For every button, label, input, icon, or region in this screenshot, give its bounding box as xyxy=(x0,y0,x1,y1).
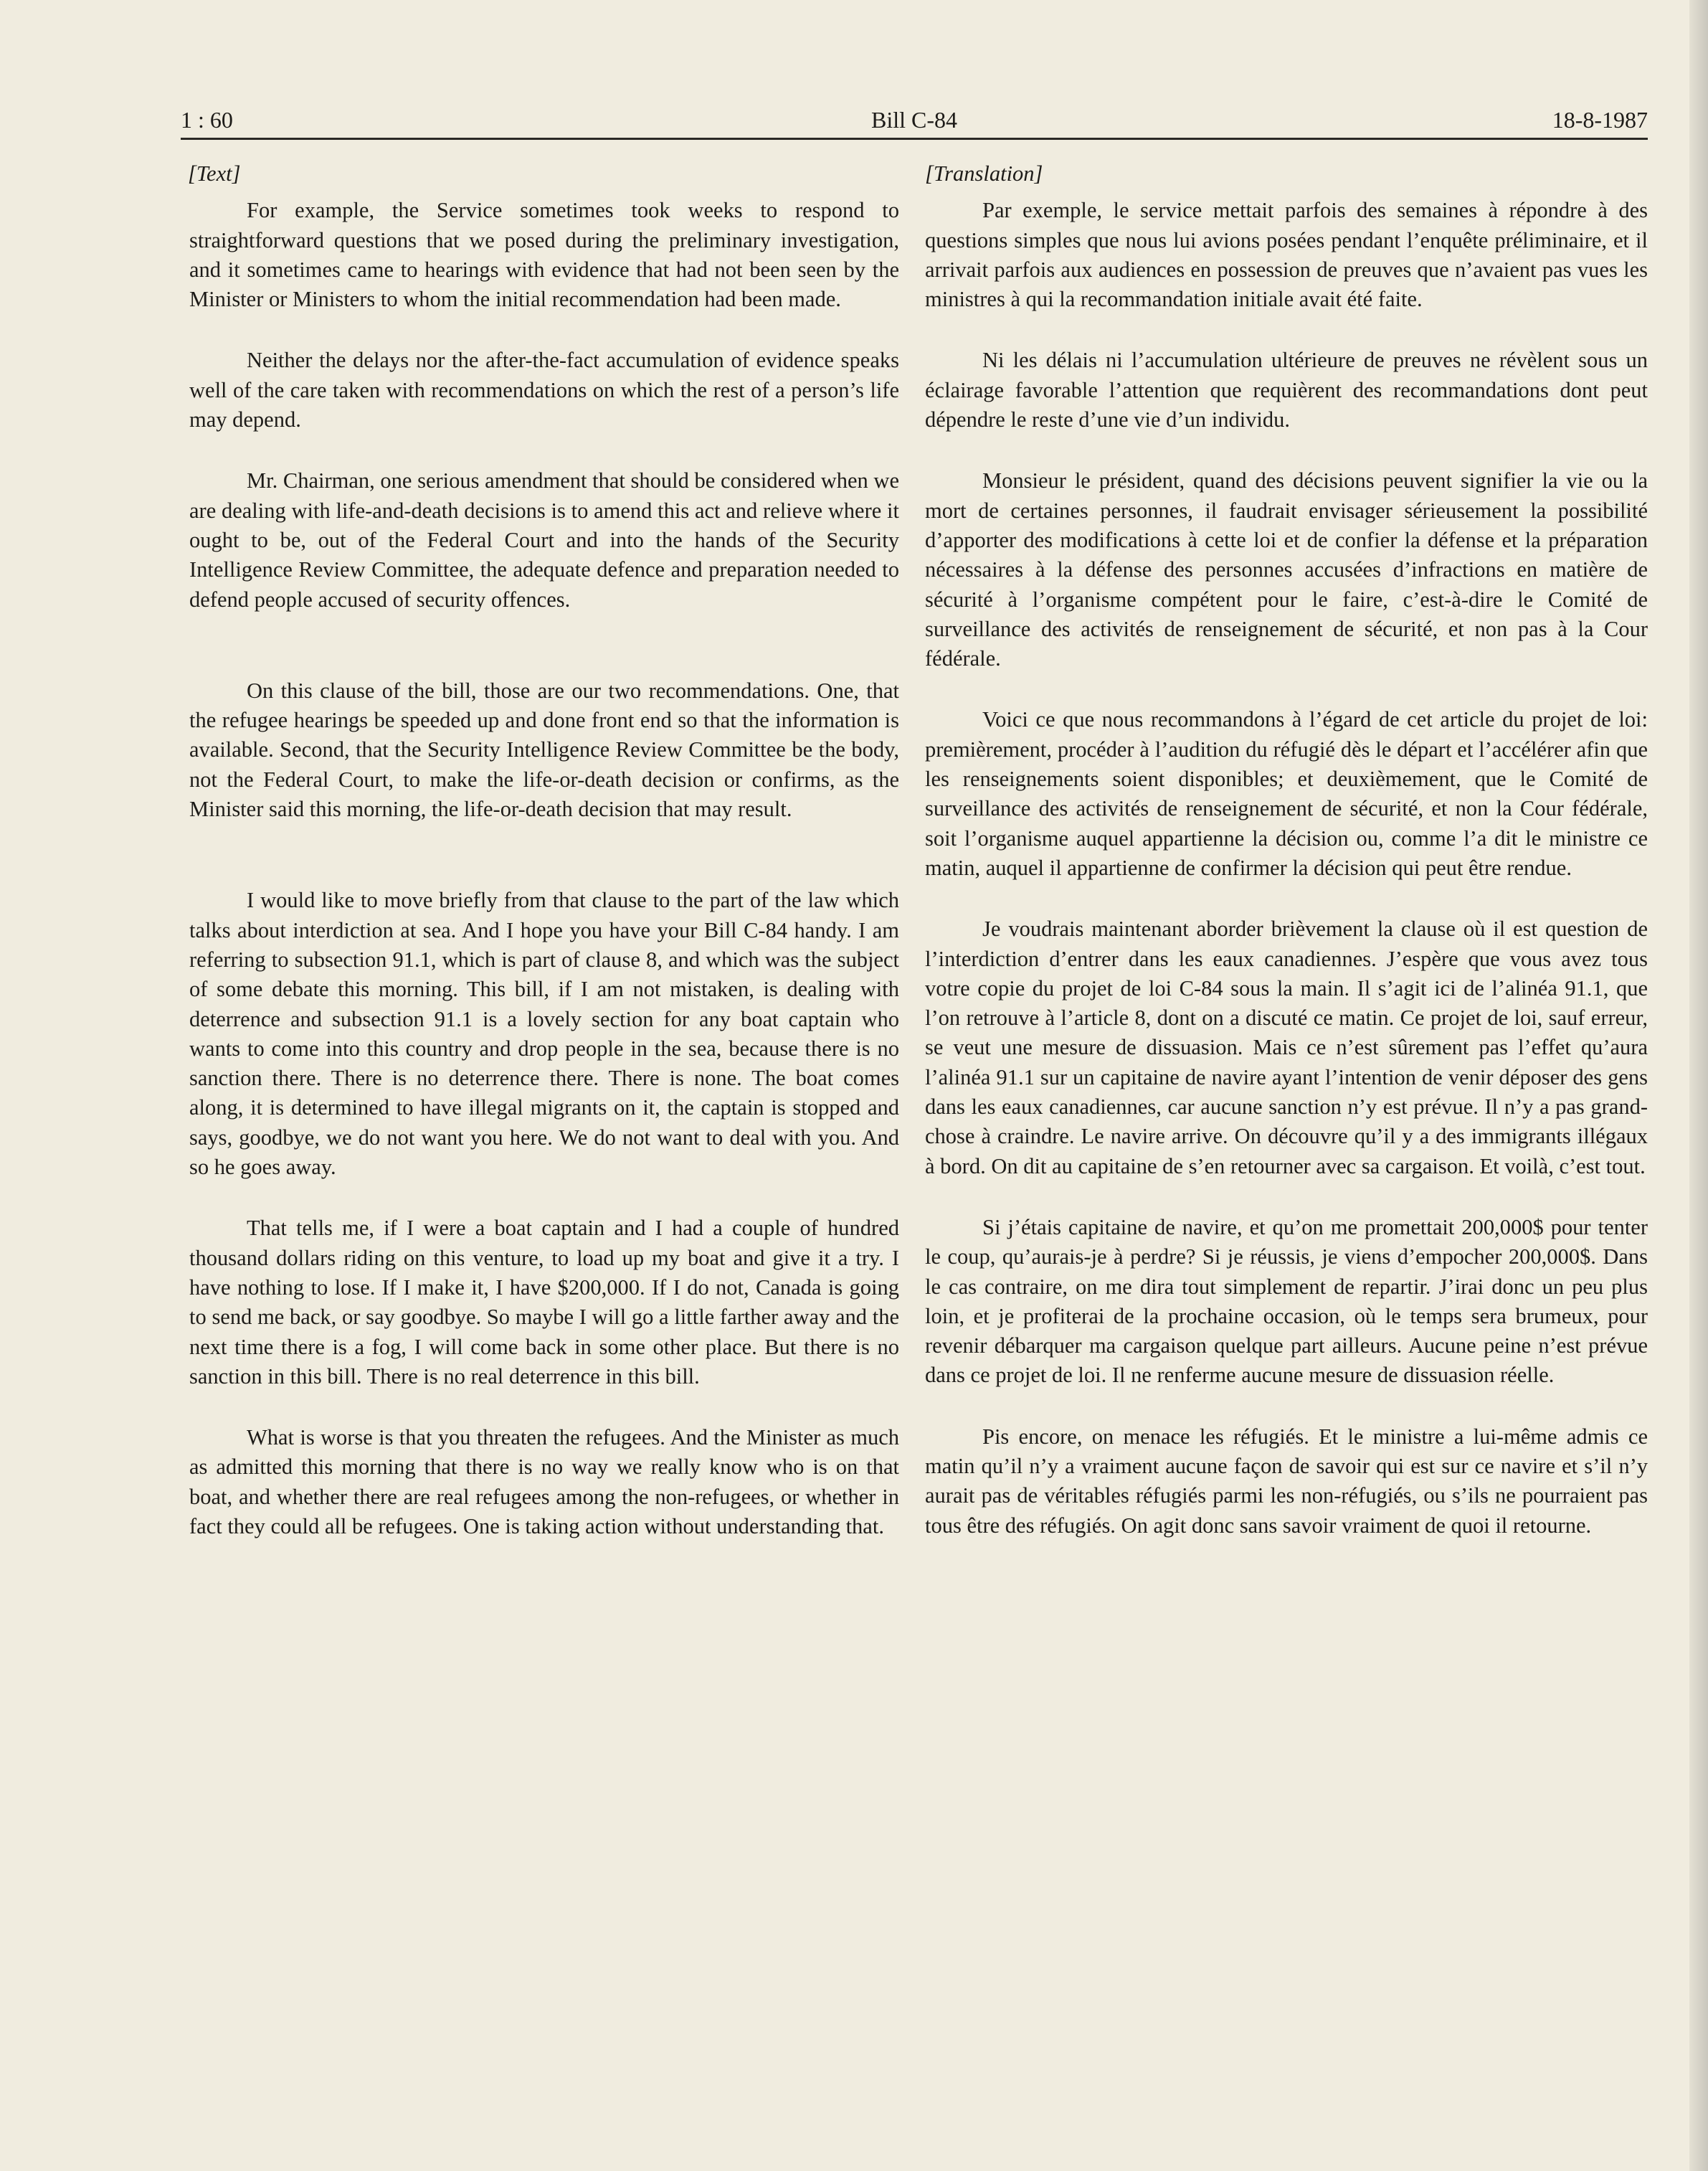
text-tag: [Text] xyxy=(188,161,241,186)
header-rule xyxy=(181,138,1648,140)
paragraph: Je voudrais maintenant aborder brièvement la clause où il est question de l’interdiction d’entrer dans les eaux canadiennes. J’espère que vous avez tous votre copie du projet de loi C-84 sous la main. Il s’agit ici de l’alinéa 91.1, que l’on retrouve à l’article 8, dont on a discuté ce matin. Ce projet de loi, sauf erreur, se veut une mesure de dissuasion. Mais ce n’est sûrement pas l’effet qu’aura l’alinéa 91.1 sur un capitaine de navire ayant l’intention de venir déposer des gens dans les eaux canadiennes, car aucune sanction n’y est prévue. Il n’y a pas grand-chose à craindre. Le navire arrive. On découvre qu’il y a des immigrants illégaux à bord. On dit au capitaine de s’en retourner avec sa cargaison. Et voilà, c’est tout. xyxy=(925,917,1648,1178)
paragraph: Mr. Chairman, one serious amendment that should be considered when we are dealing with life-and-death decisions is to amend this act and relieve where it ought to be, out of the Federal Court and into the hands of the Security Intelligence Review Committee, the adequate defence and preparation needed to defend people accused of security offences. xyxy=(189,468,899,612)
paragraph: Par exemple, le service mettait parfois des semaines à répondre à des questions simples que nous lui avions posées pendant l’enquête préliminaire, et il arrivait parfois aux audiences en possession de preuves que n’avaient pas vues les ministres à qui la recommandation initiale avait été faite. xyxy=(925,198,1648,312)
page-number: 1 : 60 xyxy=(181,107,233,133)
paragraph: Monsieur le président, quand des décisions peuvent signifier la vie ou la mort de certaines personnes, il faudrait envisager sérieusement la possibilité d’apporter des modifications à cette loi et de confier la défense et la préparation nécessaires à la défense des personnes accusées d’infractions en matière de sécurité à l’organisme compétent pour le faire, c’est-à-dire le Comité de surveillance des activités de renseignement de sécurité, et non pas à la Cour fédérale. xyxy=(925,468,1648,671)
french-column xyxy=(925,159,1648,1541)
paragraph: On this clause of the bill, those are our two recommendations. One, that the refugee hearings be speeded up and done front end so that the information is available. Second, that the Security Intelligence Review Committee be the body, not the Federal Court, to make the life-or-death decision or confirms, as the Minister said this morning, the life-or-death decision that may result. xyxy=(189,678,899,822)
paragraph: I would like to move briefly from that clause to the part of the law which talks about interdiction at sea. And I hope you have your Bill C-84 handy. I am referring to subsection 91.1, which is part of clause 8, and which was the subject of some debate this morning. This bill, if I am not mistaken, is dealing with deterrence and subsection 91.1 is a lovely section for any boat captain who wants to come into this country and drop people in the sea, because there is no sanction there. There is no deterrence there. There is none. The boat comes along, it is determined to have illegal migrants on it, the captain is stopped and says, goodbye, we do not want you here. We do not want to deal with you. And so he goes away. xyxy=(189,888,899,1180)
paragraph: That tells me, if I were a boat captain and I had a couple of hundred thousand dollars riding on this venture, to load up my boat and give it a try. I have nothing to lose. If I make it, I have $200,000. If I do not, Canada is going to send me back, or say goodbye. So maybe I will go a little farther away and the next time there is a fog, I will come back in some other place. But there is no sanction in this bill. There is no real deterrence in this bill. xyxy=(189,1216,899,1389)
page-edge-shadow xyxy=(1689,0,1708,2171)
english-column xyxy=(188,159,899,1541)
paragraph: Ni les délais ni l’accumulation ultérieure de preuves ne révèlent sous un éclairage favorable l’attention que requièrent des recommandations dont peut dépendre le reste d’une vie d’un individu. xyxy=(925,348,1648,432)
paragraph: What is worse is that you threaten the refugees. And the Minister as much as admitted this morning that there is no way we really know who is on that boat, and whether there are real refugees among the non-refugees, or whether in fact they could all be refugees. One is taking action without understanding that. xyxy=(189,1425,899,1538)
paragraph: For example, the Service sometimes took weeks to respond to straightforward questions that we posed during the preliminary investigation, and it sometimes came to hearings with evidence that had not been seen by the Minister or Ministers to whom the initial recommendation had been made. xyxy=(189,198,899,312)
paragraph: Pis encore, on menace les réfugiés. Et le ministre a lui-même admis ce matin qu’il n’y a vraiment aucune façon de savoir qui est sur ce navire et s’il n’y aurait pas de véritables réfugiés parmi les non-réfugiés, ou s’ils ne pourraient pas tous être des réfugiés. On agit donc sans savoir vraiment de quoi il retourne. xyxy=(925,1424,1648,1538)
paragraph: Neither the delays nor the after-the-fact accumulation of evidence speaks well of the care taken with recommendations on which the rest of a person’s life may depend. xyxy=(189,348,899,432)
paragraph: Voici ce que nous recommandons à l’égard de cet article du projet de loi: premièrement, procéder à l’audition du réfugié dès le départ et l’accélérer afin que les renseignements soient disponibles; et deuxièmement, que le Comité de surveillance des activités de renseignement de sécurité, et non la Cour fédérale, soit l’organisme auquel appartienne la décision ou, comme l’a dit le ministre ce matin, auquel il appartienne de confirmer la décision qui peut être rendue. xyxy=(925,707,1648,880)
header-date: 18-8-1987 xyxy=(1552,107,1648,133)
bill-title: Bill C-84 xyxy=(870,107,957,133)
paragraph: Si j’étais capitaine de navire, et qu’on me promettait 200,000$ pour tenter le coup, qu’aurais-je à perdre? Si je réussis, je viens d’empocher 200,000$. Dans le cas contraire, on me dira tout simplement de repartir. J’irai donc un peu plus loin, et je profiterai de la prochaine occasion, où le temps sera brumeux, pour revenir débarquer ma cargaison quelque part ailleurs. Aucune peine n’est prévue dans ce projet de loi. Il ne renferme aucune mesure de dissuasion réelle. xyxy=(925,1214,1648,1388)
translation-tag: [Translation] xyxy=(925,161,1043,186)
